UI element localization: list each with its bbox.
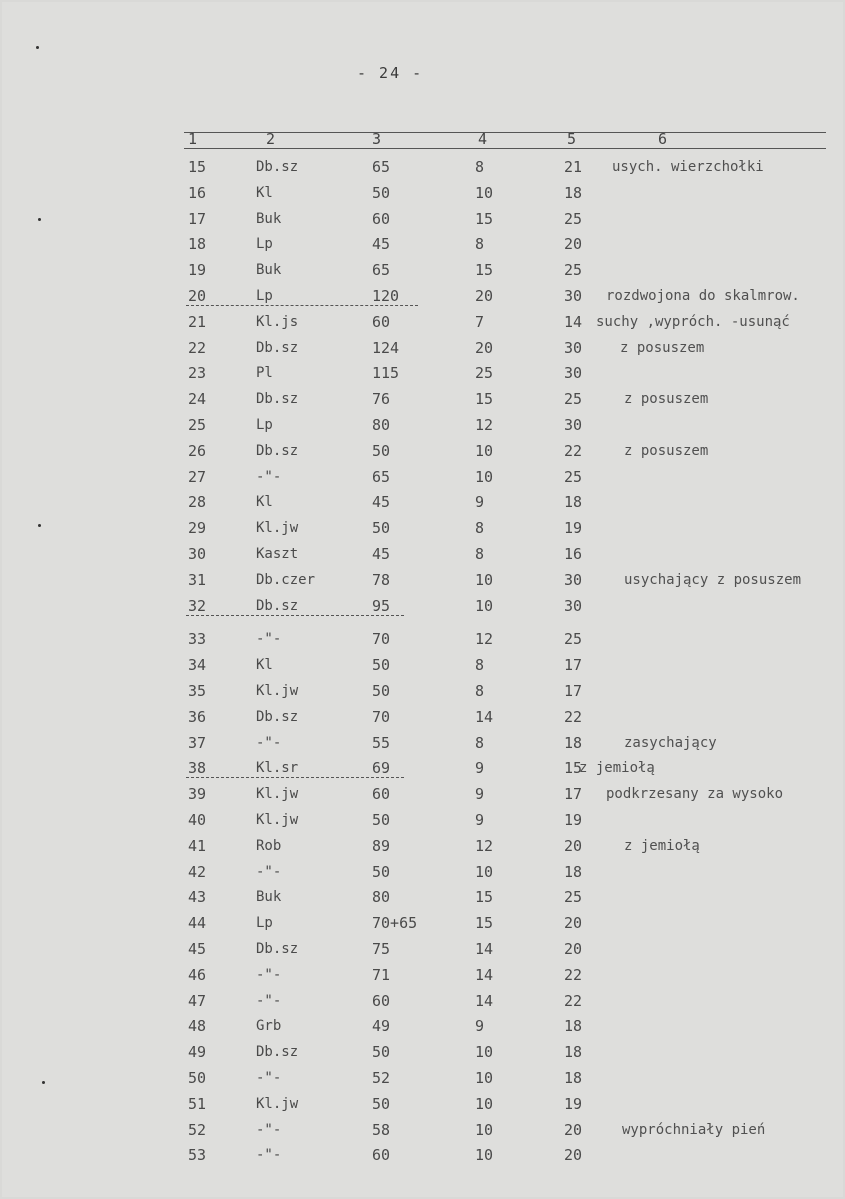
cell-col-5: 30 [564,339,583,357]
cell-col-2: -"- [256,967,282,983]
table-row [2,570,845,596]
cell-col-5: 18 [564,1043,583,1061]
cell-col-4: 15 [475,261,494,279]
cell-col-3: 95 [372,597,391,615]
cell-col-5: 18 [564,863,583,881]
cell-col-1: 35 [188,682,207,700]
cell-col-5: 16 [564,545,583,563]
table-row [2,234,845,260]
cell-col-3: 50 [372,863,391,881]
cell-col-4: 15 [475,888,494,906]
cell-col-5: 22 [564,992,583,1010]
cell-col-2: -"- [256,1122,282,1138]
cell-col-2: -"- [256,1147,282,1163]
cell-col-2: Kl.jw [256,683,299,699]
column-header: 1 [188,130,198,148]
cell-col-2: -"- [256,735,282,751]
cell-col-5: 25 [564,210,583,228]
cell-col-1: 30 [188,545,207,563]
cell-col-4: 20 [475,339,494,357]
cell-col-1: 45 [188,940,207,958]
cell-col-2: Db.sz [256,941,299,957]
table-row [2,887,845,913]
header-bottom-rule [184,148,826,149]
cell-col-5: 25 [564,390,583,408]
cell-col-4: 7 [475,313,485,331]
cell-col-2: Kaszt [256,546,299,562]
cell-col-3: 50 [372,811,391,829]
cell-col-2: Kl.jw [256,1096,299,1112]
cell-col-1: 46 [188,966,207,984]
margin-mark [42,1081,45,1084]
cell-col-5: 19 [564,811,583,829]
cell-col-4: 9 [475,811,485,829]
cell-col-6-remark: z jemiołą [579,760,655,776]
cell-col-3: 52 [372,1069,391,1087]
cell-col-1: 17 [188,210,207,228]
cell-col-1: 53 [188,1146,207,1164]
cell-col-5: 21 [564,158,583,176]
cell-col-5: 20 [564,235,583,253]
cell-col-4: 10 [475,597,494,615]
cell-col-2: Db.sz [256,159,299,175]
table-row [2,733,845,759]
column-header: 6 [658,130,668,148]
column-header: 5 [567,130,577,148]
cell-col-4: 12 [475,416,494,434]
cell-col-3: 76 [372,390,391,408]
cell-col-1: 44 [188,914,207,932]
table-row [2,810,845,836]
cell-col-4: 14 [475,708,494,726]
cell-col-3: 71 [372,966,391,984]
cell-col-3: 70+65 [372,914,418,932]
cell-col-5: 25 [564,888,583,906]
table-row [2,655,845,681]
cell-col-4: 8 [475,519,485,537]
table-row [2,1120,845,1146]
cell-col-3: 80 [372,416,391,434]
table-row [2,1016,845,1042]
cell-col-1: 51 [188,1095,207,1113]
table-row [2,862,845,888]
cell-col-1: 41 [188,837,207,855]
cell-col-4: 10 [475,1069,494,1087]
cell-col-1: 50 [188,1069,207,1087]
table-row [2,784,845,810]
cell-col-5: 22 [564,442,583,460]
cell-col-4: 10 [475,863,494,881]
table-row [2,183,845,209]
cell-col-5: 25 [564,468,583,486]
cell-col-3: 50 [372,442,391,460]
table-row [2,1145,845,1171]
table-row [2,965,845,991]
cell-col-4: 8 [475,656,485,674]
cell-col-1: 25 [188,416,207,434]
column-header: 4 [478,130,488,148]
cell-col-3: 50 [372,184,391,202]
cell-col-1: 38 [188,759,207,777]
table-row [2,286,845,312]
cell-col-6-remark: zasychający [624,735,717,751]
cell-col-3: 50 [372,1043,391,1061]
cell-col-5: 22 [564,708,583,726]
cell-col-4: 8 [475,235,485,253]
cell-col-2: Kl.jw [256,786,299,802]
table-row [2,707,845,733]
cell-col-2: Lp [256,915,273,931]
cell-col-4: 8 [475,734,485,752]
cell-col-1: 28 [188,493,207,511]
cell-col-2: Kl [256,494,273,510]
cell-col-2: Lp [256,288,273,304]
cell-col-1: 43 [188,888,207,906]
cell-col-3: 65 [372,158,391,176]
cell-col-1: 36 [188,708,207,726]
cell-col-1: 33 [188,630,207,648]
table-row [2,415,845,441]
cell-col-6-remark: usychający z posuszem [624,572,802,588]
cell-col-1: 32 [188,597,207,615]
cell-col-6-remark: z posuszem [620,340,705,356]
cell-col-1: 16 [188,184,207,202]
table-row [2,518,845,544]
cell-col-2: Kl [256,185,273,201]
cell-col-5: 19 [564,1095,583,1113]
cell-col-2: Pl [256,365,273,381]
cell-col-4: 10 [475,1121,494,1139]
cell-col-5: 14 [564,313,583,331]
cell-col-4: 9 [475,785,485,803]
cell-col-3: 65 [372,468,391,486]
column-header: 2 [266,130,276,148]
cell-col-6-remark: podkrzesany za wysoko [606,786,784,802]
cell-col-1: 18 [188,235,207,253]
cell-col-3: 60 [372,210,391,228]
cell-col-5: 22 [564,966,583,984]
cell-col-2: Db.sz [256,598,299,614]
cell-col-3: 115 [372,364,400,382]
cell-col-4: 10 [475,1146,494,1164]
table-row [2,681,845,707]
cell-col-5: 20 [564,940,583,958]
cell-col-1: 20 [188,287,207,305]
cell-col-3: 49 [372,1017,391,1035]
cell-col-4: 8 [475,545,485,563]
cell-col-4: 9 [475,1017,485,1035]
cell-col-4: 12 [475,837,494,855]
cell-col-1: 21 [188,313,207,331]
cell-col-6-remark: suchy ,wypróch. -usunąć [596,314,790,330]
cell-col-3: 60 [372,1146,391,1164]
cell-col-3: 70 [372,708,391,726]
cell-col-3: 89 [372,837,391,855]
cell-col-3: 65 [372,261,391,279]
table-row [2,157,845,183]
table-row [2,389,845,415]
cell-col-2: Lp [256,417,273,433]
cell-col-2: Lp [256,236,273,252]
row-underline [186,777,404,778]
cell-col-3: 60 [372,313,391,331]
table-row [2,312,845,338]
cell-col-3: 78 [372,571,391,589]
cell-col-2: Grb [256,1018,282,1034]
cell-col-3: 45 [372,235,391,253]
cell-col-3: 69 [372,759,391,777]
cell-col-4: 8 [475,682,485,700]
cell-col-5: 18 [564,1017,583,1035]
cell-col-5: 25 [564,261,583,279]
cell-col-4: 9 [475,493,485,511]
cell-col-6-remark: z posuszem [624,391,709,407]
cell-col-2: Db.sz [256,391,299,407]
cell-col-5: 25 [564,630,583,648]
table-row [2,209,845,235]
table-row [2,629,845,655]
cell-col-1: 19 [188,261,207,279]
cell-col-3: 45 [372,545,391,563]
cell-col-4: 10 [475,468,494,486]
cell-col-5: 20 [564,914,583,932]
table-row [2,991,845,1017]
cell-col-6-remark: wypróchniały pień [622,1122,766,1138]
document-page [2,2,843,1197]
cell-col-3: 60 [372,992,391,1010]
cell-col-5: 30 [564,364,583,382]
cell-col-3: 45 [372,493,391,511]
cell-col-6-remark: usych. wierzchołki [612,159,764,175]
cell-col-3: 80 [372,888,391,906]
cell-col-3: 50 [372,656,391,674]
table-row [2,1042,845,1068]
cell-col-1: 29 [188,519,207,537]
cell-col-1: 15 [188,158,207,176]
cell-col-2: Db.sz [256,709,299,725]
cell-col-4: 15 [475,210,494,228]
cell-col-4: 10 [475,184,494,202]
table-row [2,836,845,862]
cell-col-2: Buk [256,262,282,278]
cell-col-5: 18 [564,734,583,752]
cell-col-5: 30 [564,571,583,589]
cell-col-6-remark: z jemiołą [624,838,700,854]
cell-col-3: 58 [372,1121,391,1139]
margin-mark [38,524,41,527]
margin-mark [38,218,41,221]
cell-col-1: 31 [188,571,207,589]
cell-col-4: 9 [475,759,485,777]
table-row [2,260,845,286]
header-top-rule [184,132,826,133]
table-row [2,596,845,622]
cell-col-1: 27 [188,468,207,486]
cell-col-4: 25 [475,364,494,382]
table-row [2,1094,845,1120]
cell-col-3: 50 [372,519,391,537]
cell-col-2: -"- [256,993,282,1009]
cell-col-4: 8 [475,158,485,176]
cell-col-1: 37 [188,734,207,752]
cell-col-5: 30 [564,416,583,434]
cell-col-4: 14 [475,940,494,958]
cell-col-2: Kl [256,657,273,673]
cell-col-5: 18 [564,1069,583,1087]
table-row [2,492,845,518]
table-row [2,1068,845,1094]
cell-col-4: 15 [475,390,494,408]
cell-col-5: 18 [564,184,583,202]
cell-col-3: 60 [372,785,391,803]
cell-col-6-remark: z posuszem [624,443,709,459]
cell-col-5: 18 [564,493,583,511]
cell-col-5: 17 [564,785,583,803]
cell-col-2: Rob [256,838,282,854]
cell-col-2: Db.sz [256,443,299,459]
cell-col-5: 20 [564,1121,583,1139]
cell-col-2: Db.sz [256,340,299,356]
column-header: 3 [372,130,382,148]
cell-col-4: 15 [475,914,494,932]
cell-col-2: Buk [256,211,282,227]
table-row [2,467,845,493]
cell-col-2: Kl.js [256,314,299,330]
cell-col-5: 30 [564,287,583,305]
cell-col-2: Db.czer [256,572,316,588]
table-row [2,338,845,364]
cell-col-1: 40 [188,811,207,829]
cell-col-1: 26 [188,442,207,460]
cell-col-2: Buk [256,889,282,905]
row-underline [186,305,418,306]
cell-col-4: 10 [475,571,494,589]
table-row [2,758,845,784]
cell-col-4: 10 [475,1043,494,1061]
cell-col-4: 10 [475,1095,494,1113]
row-underline [186,615,404,616]
cell-col-5: 20 [564,1146,583,1164]
cell-col-2: -"- [256,469,282,485]
cell-col-4: 14 [475,992,494,1010]
cell-col-3: 120 [372,287,400,305]
cell-col-1: 48 [188,1017,207,1035]
cell-col-3: 50 [372,682,391,700]
cell-col-2: -"- [256,1070,282,1086]
cell-col-1: 42 [188,863,207,881]
table-row [2,544,845,570]
cell-col-5: 20 [564,837,583,855]
cell-col-2: -"- [256,631,282,647]
cell-col-1: 22 [188,339,207,357]
cell-col-1: 52 [188,1121,207,1139]
cell-col-3: 50 [372,1095,391,1113]
cell-col-1: 39 [188,785,207,803]
cell-col-2: Kl.jw [256,812,299,828]
cell-col-4: 20 [475,287,494,305]
table-row [2,441,845,467]
page-number: - 24 - [357,64,424,82]
table-row [2,363,845,389]
table-row [2,939,845,965]
table-row [2,913,845,939]
cell-col-1: 49 [188,1043,207,1061]
cell-col-5: 17 [564,656,583,674]
cell-col-2: -"- [256,864,282,880]
cell-col-4: 12 [475,630,494,648]
cell-col-1: 24 [188,390,207,408]
cell-col-2: Kl.jw [256,520,299,536]
cell-col-5: 15 [564,759,583,777]
cell-col-2: Kl.sr [256,760,299,776]
cell-col-2: Db.sz [256,1044,299,1060]
cell-col-3: 55 [372,734,391,752]
cell-col-3: 70 [372,630,391,648]
cell-col-3: 75 [372,940,391,958]
cell-col-1: 34 [188,656,207,674]
cell-col-3: 124 [372,339,400,357]
cell-col-1: 47 [188,992,207,1010]
cell-col-5: 19 [564,519,583,537]
cell-col-6-remark: rozdwojona do skalmrow. [606,288,800,304]
cell-col-4: 10 [475,442,494,460]
cell-col-4: 14 [475,966,494,984]
cell-col-5: 30 [564,597,583,615]
margin-mark [36,46,39,49]
cell-col-5: 17 [564,682,583,700]
cell-col-1: 23 [188,364,207,382]
